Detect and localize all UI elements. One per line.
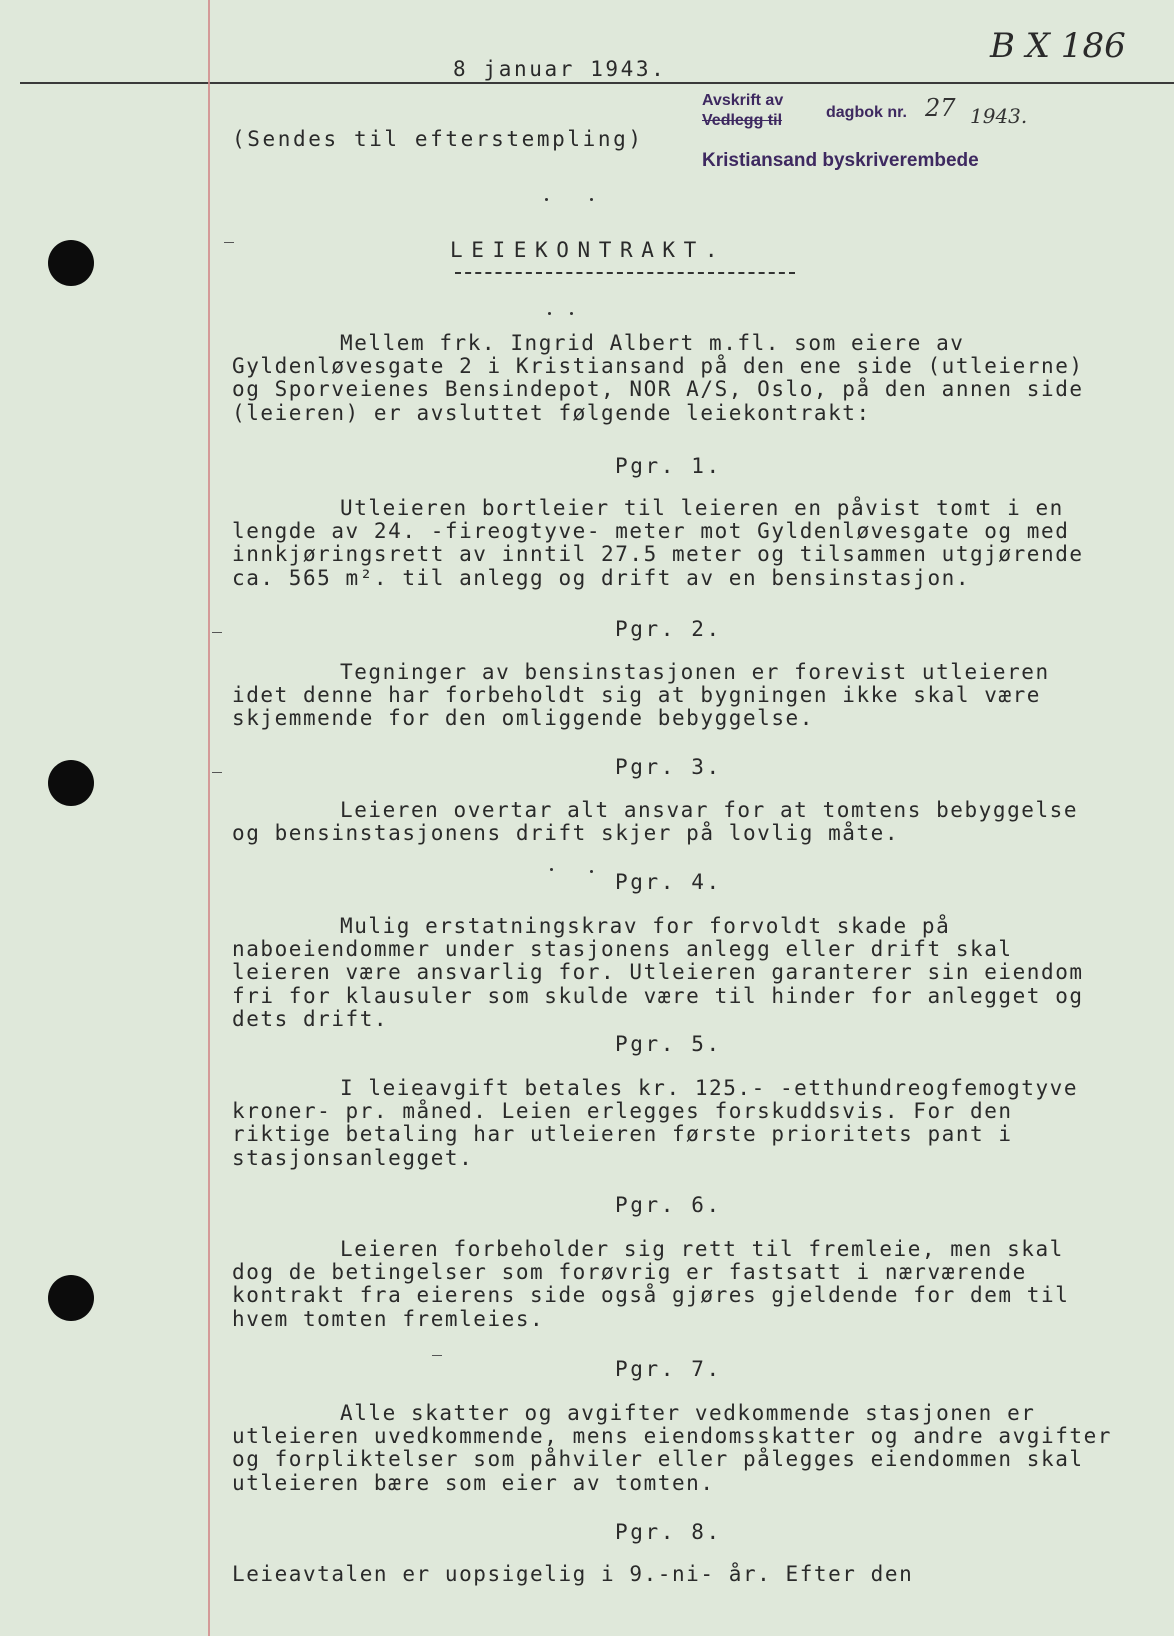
dash-mark	[212, 632, 222, 633]
dash-mark	[212, 772, 222, 773]
section-text: Tegninger av bensinstasjonen er forevist utleieren idet denne har forbeholdt sig at bygningen ikke skal være skjemmende for den omliggende bebyggelse.	[232, 660, 1050, 731]
dash-mark	[224, 242, 234, 243]
document-title: LEIEKONTRAKT.	[450, 238, 727, 262]
dot-mark	[545, 198, 548, 201]
section-paragraph	[232, 1077, 1112, 1170]
dot-mark	[590, 870, 593, 873]
section-heading: Pgr. 1.	[615, 454, 722, 478]
document-date: 8 januar 1943.	[453, 57, 667, 81]
section-heading: Pgr. 5.	[615, 1032, 722, 1056]
section-paragraph	[232, 799, 1112, 845]
section-paragraph	[232, 1402, 1112, 1495]
dot-mark	[548, 312, 551, 315]
section-heading: Pgr. 8.	[615, 1520, 722, 1544]
section-text: Utleieren bortleier til leieren en påvist tomt i en lengde av 24. -fireogtyve- meter mot Gyldenløvesgate og med innkjøringsrett av inntil 27.5 meter og tilsammen utgjørende ca. 565 m². til anlegg og drift av en bensinstasjon.	[232, 496, 1084, 590]
intro-paragraph	[232, 332, 1112, 425]
section-paragraph	[232, 1563, 1112, 1586]
dagbok-year: 1943.	[970, 104, 1028, 128]
stamp-vedlegg: Vedlegg til	[702, 112, 783, 129]
dot-mark	[570, 312, 573, 315]
stamp-office: Kristiansand byskriverembede	[702, 150, 979, 171]
dash-mark	[432, 1355, 442, 1356]
section-heading: Pgr. 2.	[615, 617, 722, 641]
margin-line	[208, 0, 210, 1636]
sendes-note: (Sendes til efterstempling)	[232, 127, 644, 151]
section-text: I leieavgift betales kr. 125.- -etthundreogfemogtyve kroner- pr. måned. Leien erlegges forskuddsvis. For den riktige betaling har utleieren første prioritets pant i stasjonsanlegget.	[232, 1076, 1079, 1170]
section-paragraph	[232, 1238, 1112, 1331]
section-text: Leieren forbeholder sig rett til fremleie, men skal dog de betingelser som forøvrig er fastsatt i nærværende kontrakt fra eierens side også gjøres gjeldende for dem til hvem tomten fremleies.	[232, 1237, 1070, 1331]
dagbok-number: 27	[925, 94, 956, 122]
section-heading: Pgr. 7.	[615, 1357, 722, 1381]
section-heading: Pgr. 6.	[615, 1193, 722, 1217]
section-paragraph	[232, 497, 1112, 590]
section-text: Alle skatter og avgifter vedkommende stasjonen er utleieren uvedkommende, mens eiendomsskatter og andre avgifter og forpliktelser som påhviler eller pålegges eiendommen skal utleieren bære som eier av tomten.	[232, 1401, 1112, 1495]
section-paragraph	[232, 915, 1112, 1031]
section-heading: Pgr. 4.	[615, 870, 722, 894]
punch-hole-middle	[48, 760, 94, 806]
section-text: Leieren overtar alt ansvar for at tomtens bebyggelse og bensinstasjonens drift skjer på lovlig måte.	[232, 798, 1079, 846]
dot-mark	[550, 868, 553, 871]
archive-reference: B X 186	[990, 26, 1126, 66]
intro-text: Mellem frk. Ingrid Albert m.fl. som eiere av Gyldenløvesgate 2 i Kristiansand på den ene side (utleierne) og Sporveienes Bensindepot, NOR A/S, Oslo, på den annen side (leieren) er avsluttet følgende leiekontrakt:	[232, 331, 1084, 425]
punch-hole-bottom	[48, 1275, 94, 1321]
section-text: Leieavtalen er uopsigelig i 9.-ni- år. Efter den	[232, 1562, 914, 1586]
section-heading: Pgr. 3.	[615, 755, 722, 779]
stamp-dagbok: dagbok nr.	[826, 104, 907, 121]
dot-mark	[590, 198, 593, 201]
punch-hole-top	[48, 240, 94, 286]
header-rule	[20, 82, 1174, 84]
section-paragraph	[232, 661, 1112, 731]
title-underline	[455, 272, 795, 274]
stamp-avskrift: Avskrift av	[702, 92, 784, 109]
section-text: Mulig erstatningskrav for forvoldt skade på naboeiendommer under stasjonens anlegg eller drift skal leieren være ansvarlig for. Utleieren garanterer sin eiendom fri for klausuler som skulde være til hinder for anlegget og dets drift.	[232, 914, 1084, 1031]
